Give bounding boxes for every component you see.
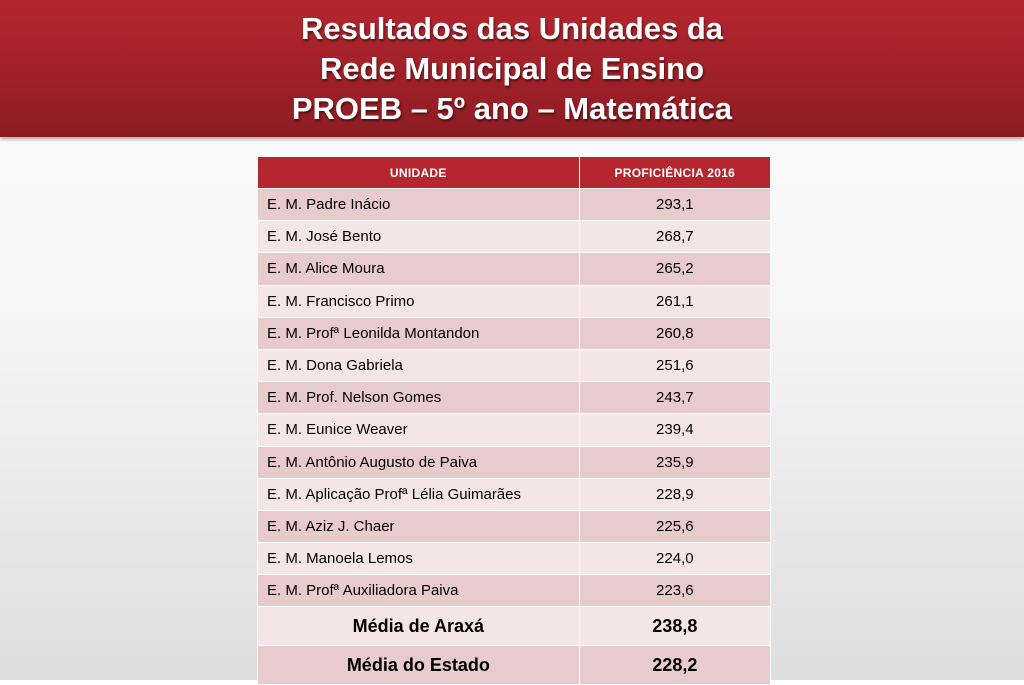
slide-title-line-1: Resultados das Unidades da <box>300 10 724 46</box>
proficiency-value: 223,6 <box>579 575 770 607</box>
table-header-row <box>258 157 771 189</box>
table-row <box>258 285 771 317</box>
column-header-proficiency: PROFICIÊNCIA 2016 <box>579 157 770 189</box>
table-row <box>258 446 771 478</box>
proficiency-value: 224,0 <box>579 543 770 575</box>
summary-value: 228,2 <box>579 646 770 685</box>
slide-title-line-2: Rede Municipal de Ensino <box>319 50 705 86</box>
unit-name: E. M. Profª Leonilda Montandon <box>258 317 580 349</box>
table-row <box>258 189 771 221</box>
results-table <box>257 156 771 685</box>
slide-header <box>0 0 1024 137</box>
unit-name: E. M. Eunice Weaver <box>258 414 580 446</box>
table-row <box>258 543 771 575</box>
proficiency-value: 268,7 <box>579 221 770 253</box>
summary-label: Média de Araxá <box>258 607 580 646</box>
summary-row-state-average <box>258 646 771 685</box>
unit-name: E. M. José Bento <box>258 221 580 253</box>
unit-name: E. M. Dona Gabriela <box>258 349 580 381</box>
proficiency-value: 243,7 <box>579 382 770 414</box>
table-row <box>258 510 771 542</box>
proficiency-value: 239,4 <box>579 414 770 446</box>
unit-name: E. M. Aplicação Profª Lélia Guimarães <box>258 478 580 510</box>
table-row <box>258 253 771 285</box>
proficiency-value: 260,8 <box>579 317 770 349</box>
slide-title-line-3: PROEB – 5º ano – Matemática <box>291 90 733 126</box>
proficiency-value: 293,1 <box>579 189 770 221</box>
summary-label: Média do Estado <box>258 646 580 685</box>
unit-name: E. M. Aziz J. Chaer <box>258 510 580 542</box>
unit-name: E. M. Padre Inácio <box>258 189 580 221</box>
summary-row-araxa-average <box>258 607 771 646</box>
table-row <box>258 317 771 349</box>
unit-name: E. M. Prof. Nelson Gomes <box>258 382 580 414</box>
unit-name: E. M. Francisco Primo <box>258 285 580 317</box>
proficiency-value: 265,2 <box>579 253 770 285</box>
table-row <box>258 382 771 414</box>
proficiency-value: 225,6 <box>579 510 770 542</box>
table-row <box>258 221 771 253</box>
table-row <box>258 414 771 446</box>
proficiency-value: 228,9 <box>579 478 770 510</box>
unit-name: E. M. Alice Moura <box>258 253 580 285</box>
proficiency-value: 261,1 <box>579 285 770 317</box>
table-row <box>258 478 771 510</box>
column-header-unit: UNIDADE <box>258 157 580 189</box>
table-row <box>258 575 771 607</box>
unit-name: E. M. Manoela Lemos <box>258 543 580 575</box>
summary-value: 238,8 <box>579 607 770 646</box>
table-row <box>258 349 771 381</box>
unit-name: E. M. Antônio Augusto de Paiva <box>258 446 580 478</box>
proficiency-value: 235,9 <box>579 446 770 478</box>
proficiency-value: 251,6 <box>579 349 770 381</box>
unit-name: E. M. Profª Auxiliadora Paiva <box>258 575 580 607</box>
